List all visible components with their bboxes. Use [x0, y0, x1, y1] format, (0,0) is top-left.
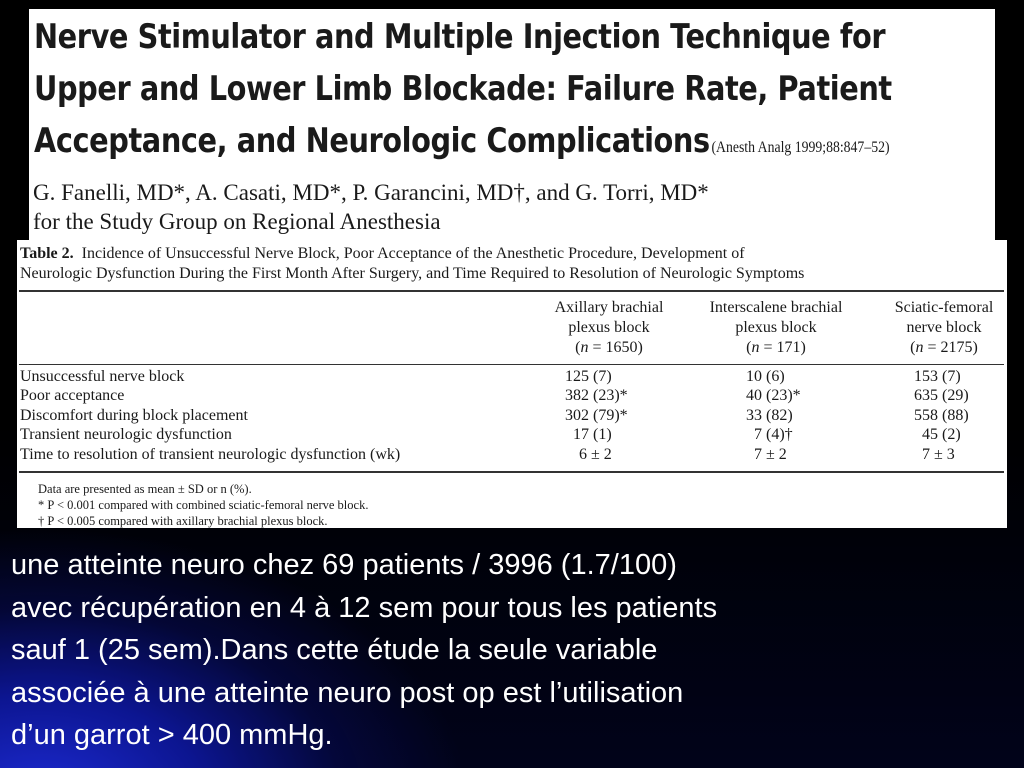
- table-caption: [20, 244, 1005, 284]
- n-value: = 2175: [927, 339, 973, 356]
- table-cell: 125 (7): [565, 368, 612, 385]
- column-values-sciatic: [914, 367, 1024, 464]
- table-cell: 302 (79)*: [565, 406, 628, 424]
- footnote: * P < 0.001 compared with combined sciatic-femoral nerve block.: [38, 498, 369, 512]
- footnote: † P < 0.005 compared with axillary brachial plexus block.: [38, 514, 328, 528]
- table-bottom-rule: [19, 471, 1004, 473]
- slide-text-line: avec récupération en 4 à 12 sem pour tous les patients: [11, 591, 718, 624]
- table-cell: 6 ± 2: [579, 445, 612, 463]
- table-cell: 382 (23)*: [565, 387, 628, 405]
- column-values-axillary: [565, 367, 735, 464]
- table-header-rule: [19, 364, 1004, 365]
- table-cell: 7 (4)†: [754, 426, 793, 444]
- table-cell: 10 (6): [746, 368, 785, 385]
- column-header-line: plexus block: [568, 319, 650, 336]
- column-values-interscalene: [746, 367, 916, 464]
- column-header-line: Interscalene brachial: [709, 299, 843, 316]
- table-cell: 33 (82): [746, 406, 793, 424]
- n-value: = 1650: [592, 339, 638, 356]
- study-group-line: for the Study Group on Regional Anesthesia: [33, 209, 441, 234]
- paper-title-line: Nerve Stimulator and Multiple Injection Technique for: [34, 17, 886, 56]
- n-symbol: n: [580, 339, 589, 356]
- table-cell: 40 (23)*: [746, 387, 801, 405]
- paper-title-line: [34, 115, 890, 174]
- column-header-line: plexus block: [735, 319, 817, 336]
- table-label: Table 2.: [20, 245, 74, 262]
- slide-text-line: une atteinte neuro chez 69 patients / 3996 (1.7/100): [11, 549, 677, 581]
- table-cell: 7 ± 2: [754, 445, 787, 463]
- row-label: Poor acceptance: [20, 387, 125, 405]
- column-header-axillary: [514, 298, 704, 358]
- slide-body-text: [11, 544, 1011, 757]
- column-header-n: (n = 2175): [910, 339, 978, 356]
- results-table: [17, 240, 1007, 528]
- table-top-rule: [19, 290, 1004, 292]
- table-cell: 635 (29): [914, 387, 969, 405]
- row-label: Unsuccessful nerve block: [20, 368, 185, 385]
- authors-line: G. Fanelli, MD*, A. Casati, MD*, P. Garancini, MD†, and G. Torri, MD*: [33, 180, 709, 205]
- paper-title: [34, 11, 892, 174]
- column-header-sciatic: [849, 298, 1024, 358]
- n-symbol: n: [915, 339, 924, 356]
- slide-text-line: d’un garrot > 400 mmHg.: [11, 719, 333, 751]
- column-header-interscalene: [681, 298, 871, 358]
- slide-text-line: sauf 1 (25 sem).Dans cette étude la seule variable: [11, 634, 658, 666]
- footnote: Data are presented as mean ± SD or n (%).: [38, 482, 252, 496]
- row-label: Time to resolution of transient neurologic dysfunction (wk): [20, 445, 401, 463]
- table-cell: 17 (1): [573, 426, 612, 444]
- paper-citation: (Anesth Analg 1999;88:847–52): [711, 139, 890, 156]
- table-caption-text: Incidence of Unsuccessful Nerve Block, Poor Acceptance of the Anesthetic Procedure, Development of: [81, 245, 745, 262]
- column-header-n: (n = 171): [746, 339, 806, 356]
- table-cell: 7 ± 3: [922, 445, 955, 463]
- table-cell: 153 (7): [914, 368, 961, 385]
- paper-header: [29, 9, 995, 240]
- n-value: = 171: [763, 339, 801, 356]
- row-label: Discomfort during block placement: [20, 406, 248, 424]
- row-label: Transient neurologic dysfunction: [20, 426, 232, 444]
- column-header-line: nerve block: [906, 319, 982, 336]
- column-header-n: (n = 1650): [575, 339, 643, 356]
- row-labels: [20, 367, 400, 464]
- column-header-line: Sciatic-femoral: [894, 299, 994, 316]
- table-cell: 558 (88): [914, 406, 969, 424]
- table-footnotes: [38, 481, 368, 529]
- paper-authors: [33, 178, 709, 236]
- table-caption-line: [20, 244, 1005, 264]
- slide-text-line: associée à une atteinte neuro post op est l’utilisation: [11, 676, 684, 709]
- paper-title-line-text: Acceptance, and Neurologic Complications: [34, 121, 710, 160]
- paper-title-line: Upper and Lower Limb Blockade: Failure Rate, Patient: [34, 69, 892, 108]
- table-cell: 45 (2): [922, 426, 961, 444]
- n-symbol: n: [751, 339, 760, 356]
- column-header-line: Axillary brachial: [554, 299, 664, 316]
- table-caption-line: Neurologic Dysfunction During the First Month After Surgery, and Time Required to Resolution of Neurologic Symptoms: [20, 265, 805, 282]
